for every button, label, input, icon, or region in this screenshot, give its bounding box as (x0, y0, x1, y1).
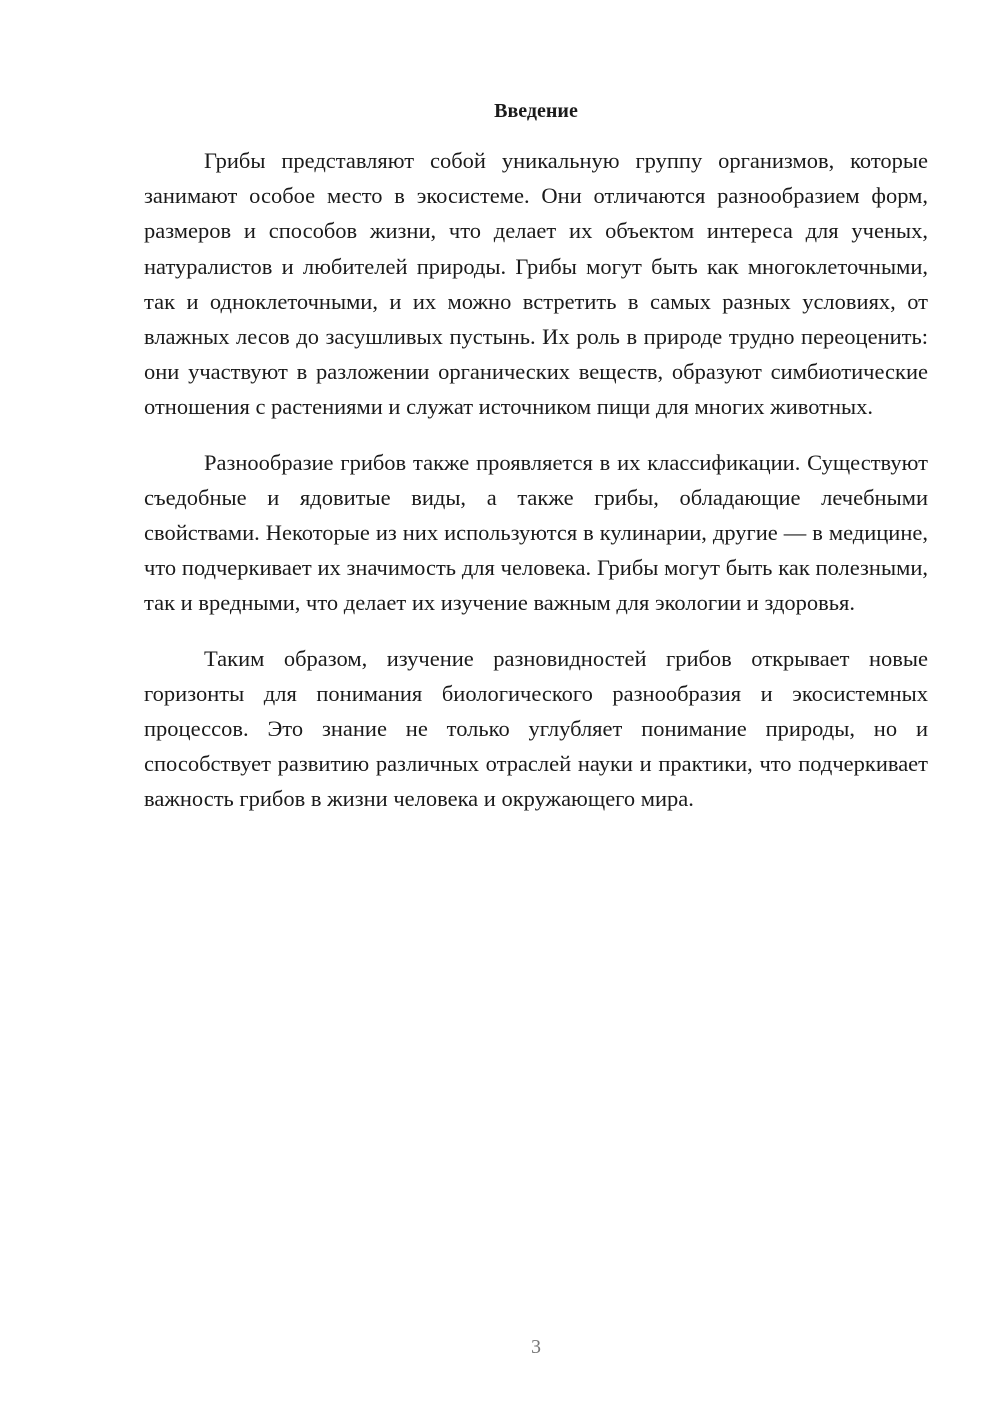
paragraph-1: Грибы представляют собой уникальную группу организмов, которые занимают особое место в экосистеме. Они отличаются разнообразием форм, размеров и способов жизни, что делает их объектом интереса для ученых, натуралистов и любителей природы. Грибы могут быть как многоклеточными, так и одноклеточными, и их можно встретить в самых разных условиях, от влажных лесов до засушливых пустынь. Их роль в природе трудно переоценить: они участвуют в разложении органических веществ, образуют симбиотические отношения с растениями и служат источником пищи для многих животных. (144, 148, 928, 420)
paragraph-3: Таким образом, изучение разновидностей грибов открывает новые горизонты для понимания биологического разнообразия и экосистемных процессов. Это знание не только углубляет понимание природы, но и способствует развитию различных отраслей науки и практики, что подчеркивает важность грибов в жизни человека и окружающего мира. (144, 645, 928, 812)
page-number: 3 (531, 1336, 541, 1358)
section-heading: Введение (494, 100, 578, 122)
body-text (144, 143, 928, 817)
paragraph-2: Разнообразие грибов также проявляется в их классификации. Существуют съедобные и ядовитые виды, а также грибы, обладающие лечебными свойствами. Некоторые из них используются в кулинарии, другие — в медицине, что подчеркивает их значимость для человека. Грибы могут быть как полезными, так и вредными, что делает их изучение важным для экологии и здоровья. (144, 449, 928, 616)
